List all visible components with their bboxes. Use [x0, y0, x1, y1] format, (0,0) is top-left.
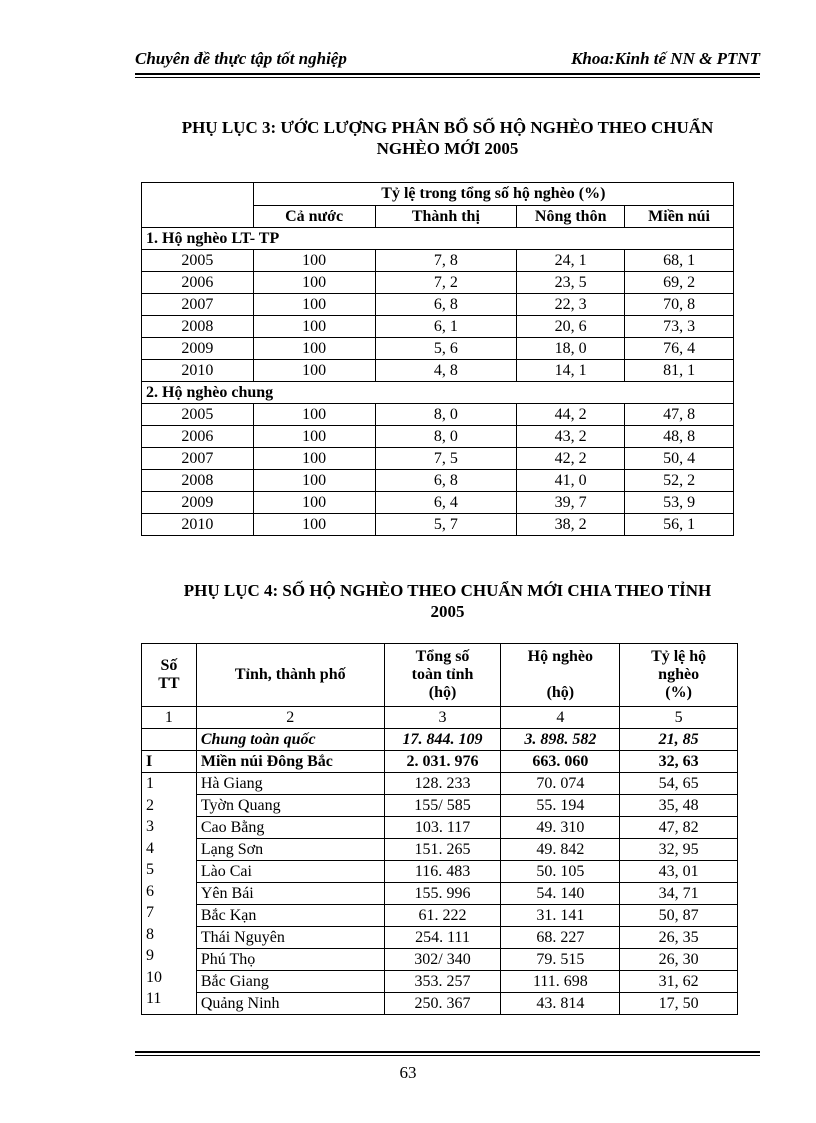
total-header-line2: toàn tỉnh	[411, 666, 474, 683]
value-cell: 5, 7	[375, 514, 517, 536]
province-poor: 31. 141	[501, 905, 620, 927]
national-stt-cell	[142, 729, 197, 751]
value-cell: 6, 8	[375, 294, 517, 316]
value-cell: 24, 1	[517, 250, 625, 272]
stt-number: 10	[146, 968, 162, 986]
province-total: 353. 257	[384, 971, 501, 993]
table-row	[142, 993, 738, 1015]
table-row	[142, 360, 734, 382]
province-name: Phú Thọ	[196, 949, 384, 971]
year-cell: 2006	[142, 272, 254, 294]
national-total: 17. 844. 109	[384, 729, 501, 751]
stt-number: 9	[146, 947, 154, 964]
region-total: 2. 031. 976	[384, 751, 501, 773]
appendix3-title-line1: PHỤ LỤC 3: ƯỚC LƯỢNG PHÂN BỔ SỐ HỘ NGHÈO THEO CHUẨN	[181, 118, 714, 137]
footer-rule-thin	[135, 1055, 760, 1056]
column-number: 2	[196, 707, 384, 729]
national-poor: 3. 898. 582	[501, 729, 620, 751]
value-cell: 69, 2	[625, 272, 734, 294]
province-rate: 50, 87	[620, 905, 738, 927]
value-cell: 4, 8	[375, 360, 517, 382]
table-row	[142, 839, 738, 861]
value-cell: 7, 8	[375, 250, 517, 272]
value-cell: 100	[253, 514, 375, 536]
total-header	[384, 644, 501, 707]
value-cell: 8, 0	[375, 426, 517, 448]
appendix4-table	[141, 643, 738, 1015]
province-total: 155. 996	[384, 883, 501, 905]
year-cell: 2005	[142, 250, 254, 272]
province-name: Bắc Giang	[196, 971, 384, 993]
value-cell: 20, 6	[517, 316, 625, 338]
value-cell: 100	[253, 338, 375, 360]
province-total: 302/ 340	[384, 949, 501, 971]
province-name: Bắc Kạn	[196, 905, 384, 927]
year-cell: 2005	[142, 404, 254, 426]
table-row	[142, 338, 734, 360]
province-name: Lào Cai	[196, 861, 384, 883]
province-rate: 47, 82	[620, 817, 738, 839]
column-header: Cả nước	[253, 206, 375, 228]
province-name: Cao Bằng	[196, 817, 384, 839]
value-cell: 56, 1	[625, 514, 734, 536]
table-row	[142, 272, 734, 294]
province-rate: 32, 95	[620, 839, 738, 861]
table-row	[142, 883, 738, 905]
province-rate: 26, 30	[620, 949, 738, 971]
province-name: Lạng Sơn	[196, 839, 384, 861]
rate-header-line2: nghèo	[658, 666, 700, 683]
province-poor: 50. 105	[501, 861, 620, 883]
table-row	[142, 426, 734, 448]
value-cell: 100	[253, 294, 375, 316]
value-cell: 43, 2	[517, 426, 625, 448]
province-name: Yên Bái	[196, 883, 384, 905]
province-poor: 43. 814	[501, 993, 620, 1015]
value-cell: 41, 0	[517, 470, 625, 492]
table-row	[142, 971, 738, 993]
page-number: 63	[399, 1063, 417, 1082]
value-cell: 7, 5	[375, 448, 517, 470]
header-rule	[135, 73, 760, 75]
stt-header-line1: Số	[160, 657, 178, 674]
province-total: 103. 117	[384, 817, 501, 839]
province-total: 151. 265	[384, 839, 501, 861]
column-number: 4	[501, 707, 620, 729]
column-number: 5	[620, 707, 738, 729]
appendix3-title	[135, 117, 760, 159]
province-poor: 111. 698	[501, 971, 620, 993]
table-row	[142, 470, 734, 492]
year-cell: 2007	[142, 448, 254, 470]
value-cell: 100	[253, 250, 375, 272]
rate-header-line3: (%)	[665, 684, 692, 701]
province-name: Quảng Ninh	[196, 993, 384, 1015]
value-cell: 100	[253, 404, 375, 426]
year-cell: 2006	[142, 426, 254, 448]
appendix4-title-line2: 2005	[430, 602, 465, 621]
year-cell: 2009	[142, 492, 254, 514]
province-poor: 79. 515	[501, 949, 620, 971]
table-row	[142, 294, 734, 316]
year-cell: 2008	[142, 470, 254, 492]
poor-header-line2: (hộ)	[546, 684, 575, 701]
national-label: Chung toàn quốc	[196, 729, 384, 751]
value-cell: 68, 1	[625, 250, 734, 272]
stt-header	[142, 644, 197, 707]
value-cell: 22, 3	[517, 294, 625, 316]
region-label: Miền núi Đông Bắc	[196, 751, 384, 773]
column-header: Miền núi	[625, 206, 734, 228]
value-cell: 100	[253, 426, 375, 448]
table-row	[142, 514, 734, 536]
stt-number: 11	[146, 990, 162, 1007]
value-cell: 70, 8	[625, 294, 734, 316]
year-cell: 2007	[142, 294, 254, 316]
value-cell: 6, 4	[375, 492, 517, 514]
value-cell: 6, 8	[375, 470, 517, 492]
appendix3-table	[141, 182, 734, 536]
province-rate: 54, 65	[620, 773, 738, 795]
rate-header	[620, 644, 738, 707]
value-cell: 47, 8	[625, 404, 734, 426]
value-cell: 38, 2	[517, 514, 625, 536]
province-rate: 34, 71	[620, 883, 738, 905]
stt-number: 2	[146, 796, 154, 814]
header-rule-thin	[135, 77, 760, 78]
appendix3-title-line2: NGHÈO MỚI 2005	[376, 139, 519, 158]
table-row	[142, 861, 738, 883]
column-header: Thành thị	[375, 206, 517, 228]
table-row	[142, 404, 734, 426]
table-row	[142, 492, 734, 514]
value-cell: 100	[253, 448, 375, 470]
page-header	[135, 49, 760, 73]
value-cell: 39, 7	[517, 492, 625, 514]
table-row	[142, 795, 738, 817]
value-cell: 50, 4	[625, 448, 734, 470]
stt-number: 8	[146, 925, 154, 943]
year-cell: 2010	[142, 514, 254, 536]
value-cell: 73, 3	[625, 316, 734, 338]
table-row	[142, 817, 738, 839]
appendix4-title-line1: PHỤ LỤC 4: SỐ HỘ NGHÈO THEO CHUẨN MỚI CHIA THEO TỈNH	[183, 581, 712, 600]
province-poor: 68. 227	[501, 927, 620, 949]
province-rate: 17, 50	[620, 993, 738, 1015]
value-cell: 5, 6	[375, 338, 517, 360]
total-header-line1: Tổng số	[415, 648, 470, 665]
province-name: Tyờn Quang	[196, 795, 384, 817]
stt-number: 6	[146, 882, 154, 900]
national-rate: 21, 85	[620, 729, 738, 751]
poor-header	[501, 644, 620, 707]
column-header: Nông thôn	[517, 206, 625, 228]
table-row	[142, 448, 734, 470]
footer-rule	[135, 1051, 760, 1053]
stt-number: 5	[146, 861, 154, 878]
value-cell: 14, 1	[517, 360, 625, 382]
province-total: 116. 483	[384, 861, 501, 883]
year-cell: 2008	[142, 316, 254, 338]
group-header: Tỷ lệ trong tổng số hộ nghèo (%)	[253, 183, 733, 206]
value-cell: 100	[253, 470, 375, 492]
appendix4-title	[135, 580, 760, 622]
value-cell: 81, 1	[625, 360, 734, 382]
value-cell: 76, 4	[625, 338, 734, 360]
province-poor: 49. 310	[501, 817, 620, 839]
province-poor: 70. 074	[501, 773, 620, 795]
value-cell: 100	[253, 492, 375, 514]
province-total: 254. 111	[384, 927, 501, 949]
value-cell: 6, 1	[375, 316, 517, 338]
value-cell: 7, 2	[375, 272, 517, 294]
year-cell: 2010	[142, 360, 254, 382]
column-number: 3	[384, 707, 501, 729]
province-header: Tỉnh, thành phố	[196, 644, 384, 707]
year-cell: 2009	[142, 338, 254, 360]
value-cell: 53, 9	[625, 492, 734, 514]
region-stt: I	[142, 751, 197, 773]
column-number: 1	[142, 707, 197, 729]
table-row	[142, 905, 738, 927]
province-poor: 54. 140	[501, 883, 620, 905]
region-rate: 32, 63	[620, 751, 738, 773]
province-total: 128. 233	[384, 773, 501, 795]
section-label: 2. Hộ nghèo chung	[142, 382, 734, 404]
value-cell: 23, 5	[517, 272, 625, 294]
rate-header-line1: Tỷ lệ hộ	[651, 648, 707, 665]
value-cell: 8, 0	[375, 404, 517, 426]
province-rate: 43, 01	[620, 861, 738, 883]
value-cell: 100	[253, 272, 375, 294]
value-cell: 48, 8	[625, 426, 734, 448]
header-left-text: Chuyên đề thực tập tốt nghiệp	[135, 49, 347, 68]
province-rate: 35, 48	[620, 795, 738, 817]
value-cell: 42, 2	[517, 448, 625, 470]
stt-number: 3	[146, 818, 154, 835]
stt-number: 1	[146, 775, 154, 792]
empty-corner-cell	[142, 183, 254, 228]
stt-column	[142, 773, 197, 1015]
province-name: Thái Nguyên	[196, 927, 384, 949]
province-name: Hà Giang	[196, 773, 384, 795]
value-cell: 100	[253, 360, 375, 382]
section-label: 1. Hộ nghèo LT- TP	[142, 228, 734, 250]
province-total: 250. 367	[384, 993, 501, 1015]
value-cell: 52, 2	[625, 470, 734, 492]
value-cell: 18, 0	[517, 338, 625, 360]
table-row	[142, 250, 734, 272]
stt-number: 4	[146, 839, 154, 857]
value-cell: 100	[253, 316, 375, 338]
province-rate: 26, 35	[620, 927, 738, 949]
header-right-text: Khoa:Kinh tế NN & PTNT	[571, 49, 760, 68]
table-row	[142, 316, 734, 338]
region-poor: 663. 060	[501, 751, 620, 773]
province-poor: 55. 194	[501, 795, 620, 817]
stt-number: 7	[146, 904, 154, 921]
province-rate: 31, 62	[620, 971, 738, 993]
stt-header-line2: TT	[158, 675, 180, 692]
province-total: 155/ 585	[384, 795, 501, 817]
value-cell: 44, 2	[517, 404, 625, 426]
province-total: 61. 222	[384, 905, 501, 927]
table-row	[142, 773, 738, 795]
table-row	[142, 927, 738, 949]
table-row	[142, 949, 738, 971]
province-poor: 49. 842	[501, 839, 620, 861]
poor-header-line1: Hộ nghèo	[527, 648, 594, 665]
total-header-line3: (hộ)	[428, 684, 457, 701]
